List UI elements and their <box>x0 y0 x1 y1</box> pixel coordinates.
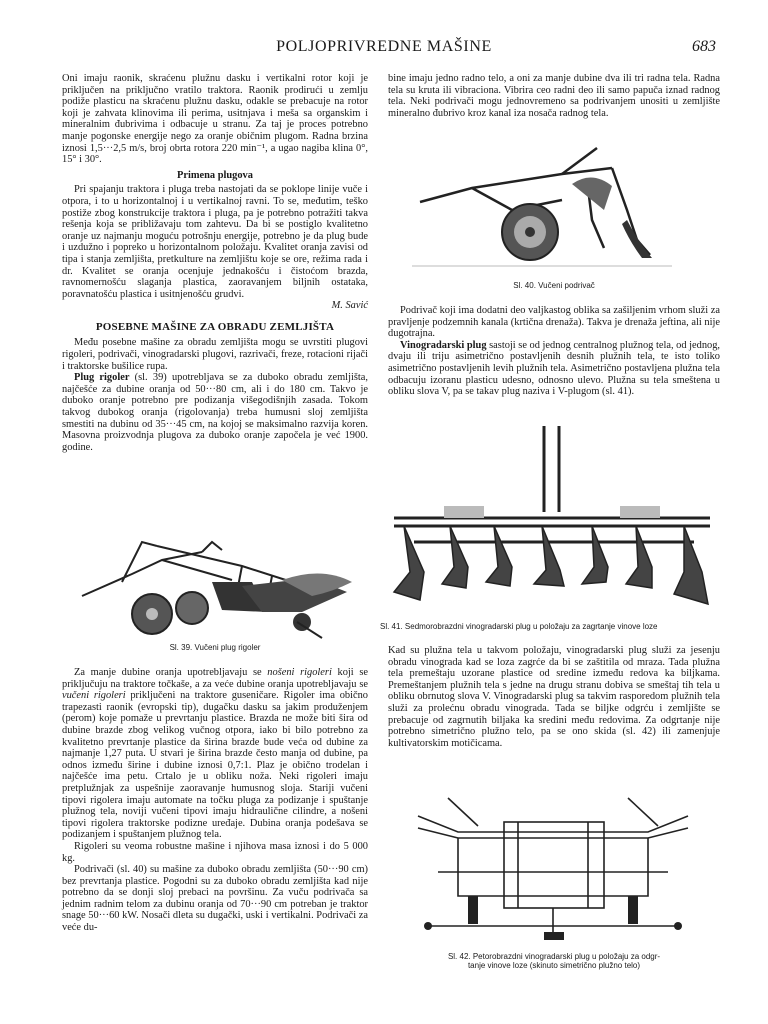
figure-42-petorobrazdni-plug <box>408 786 698 946</box>
text-run: sastoji se od jednog centralnog plužnog tela, od jednog, dvaju ili triju asimetrično postavljenih desnih plužnih tela, te isto toliko asimetrično postavljenih levih plužnih tela. Asimetrično postavljena plužna tela odbacuju izoranu plasticu udesno, odnosno ulevo. Plužna su tela smeštena u obliku slova V, pa se takav plug naziva i V-plugom (sl. 41). <box>388 339 721 398</box>
paragraph: bine imaju jedno radno telo, a oni za manje dubine dva ili tri radna tela. Radna tela su kruta ili vibraciona. Vibrira ceo radni deo ili samo papuča iznad radnog tela. Neki podrivači mogu jednovremeno sa podrivanjem unositi u zemljište mineralno đubrivo kroz kanal iza nosača radnog tela. <box>388 73 720 119</box>
caption-line: tanje vinove loze (skinuto simetrično plužno telo) <box>467 961 641 970</box>
term-bold: Plug rigoler <box>74 372 130 384</box>
right-column-middle <box>388 305 720 398</box>
right-column-bottom <box>388 645 720 749</box>
vineyard-plough-illustration <box>384 422 720 616</box>
paragraph: Podrivači (sl. 40) su mašine za duboko obradu zemljišta (50···90 cm) bez prevrtanja plastice. Pogodni su za duboko obradu zemljišta kad nije potrebno da se donji sloj prebaci na površinu. Za vuču podrivača sa jednim radnim telom za dubinu oranja od 70···90 cm potreban je traktor snage 50···60 kW. Nosači dleta su dugački, uski i vertikalni. Podrivači za veće du- <box>62 864 368 934</box>
paragraph: Podrivač koji ima dodatni deo valjkastog oblika sa zašiljenim vrhom služi za pravljenje podzemnih kanala (krtična drenaža). Takva je drenaža jeftina, ali nije dugotrajna. <box>388 305 720 340</box>
paragraph <box>62 667 368 841</box>
text-run: (sl. 39) upotrebljava se za duboko obradu zemljišta, najčešće za dubine oranja od 50···80 cm, ali i do 180 cm. Takvo je duboko oranje potrebno pre podizanja višegodišnjih zasada. Tokom takvog dubokog oranja (rigolovanja) treba humusni sloj zemljišta smestiti na dubinu od 35···45 cm, na kojoj se maksimalno razvija koren. Masovna proizvodnja plugova za duboko oranje započela je već 1900. godine. <box>62 372 368 453</box>
right-column-top <box>388 73 720 119</box>
caption-line: Sl. 42. Petorobrazdni vinogradarski plug u položaju za odgr- <box>447 952 661 961</box>
left-column-bottom <box>62 667 368 934</box>
figure-40-podrivac <box>412 140 672 268</box>
paragraph: Rigoleri su veoma robustne mašine i njihova masa iznosi i do 5 000 kg. <box>62 840 368 864</box>
figure-42-caption <box>388 952 720 970</box>
text-run: priključeni na traktore guseničare. Rigoler ima obično trapezasti raonik (evropski tip), dugačku dasku sa jakim produženjem (perom) koje pomaže u prevrtanju plastice. Brazda ne može biti šira od dubine brazde zbog velikog vučnog otpora, iako bi bilo potrebno za kvalitetno prevrtanje plastice da širina brazde bude veća od dubine za najmanje 1,27 puta. U stvari je širina brazde često manja od dubine, pa odnos između širine i dubine iznosi 0,7:1. Plaz je obično trodelan i najčešće ima petu. Crtalo je u obliku noža. Neki rigoleri imaju pretplužnjak za uspešnije zaoravanje humusnog sloja. Stariji vučeni tipovi rigolera imaju automate na točku pluga za podizanje i spuštanje plužnog tela, noviji vučeni tipovi imaju hidraulične cilindre, a nošeni tipovi rigolera traktorske podizne uređaje. Dubina oranja podešava se podizanjem i spuštanjem plužnog tela. <box>62 690 368 841</box>
author-signature: M. Savić <box>331 300 368 312</box>
running-header-title: POLJOPRIVREDNE MAŠINE <box>276 38 492 55</box>
paragraph: Oni imaju raonik, skraćenu plužnu dasku i vertikalni rotor koji je priključen na priključno vratilo traktora. Raonik prodirući u zemlju podiže plasticu na skraćenu plužnu dasku, odakle se prebacuje na rotor koji je zahvata klinovima ili perima, usitnjava i meša sa organskim i mineralnim đubrivima i odbacuje u stranu. Za taj je proces potrebno manje pogonske energije nego za oranje običnim plugom. Radna brzina iznosi 1,5···2,5 m/s, broj obrta rotora 220 min⁻¹, a ugao nagiba klina 0°, 15° i 30°. <box>62 73 368 166</box>
left-column-top <box>62 73 368 453</box>
rigoler-illustration <box>62 522 368 640</box>
term-italic: nošeni rigoleri <box>267 667 332 678</box>
paragraph: Pri spajanju traktora i pluga treba nastojati da se poklope linije vuče i otpora, i to u horizontalnoj i u vertikalnoj ravni. To se, međutim, teško postiže zbog konstrukcije traktora i pluga, pa je potrebno potražiti takva rešenja koja se približavaju tom zahtevu. Da bi se postiglo kvalitetno oranje uz najmanju moguću potrošnju energije, potrebno je da plug bude i uzdužno i popreko u horizontalnom položaju. Kvalitet oranja zavisi od tipa i stanja zemljišta, pretkulture na zemljištu koje se ore, režima rada i dr. Kvalitet se oranja ocenjuje jednakošću i čistoćom brazda, ravnomernošću slaganja plastica, zaoravanjem biljnih ostataka, poravnatošću plastica i usitnjenošću grudvi. <box>62 184 368 300</box>
term-italic: vučeni rigoleri <box>62 690 126 702</box>
subsoiler-illustration <box>412 140 672 268</box>
paragraph <box>62 372 368 453</box>
paragraph <box>388 340 720 398</box>
page-number: 683 <box>692 38 716 55</box>
text-run: koji se priključuju na traktore točkaše, a za veće dubine oranja upotrebljavaju se <box>62 667 369 690</box>
paragraph: Kad su plužna tela u takvom položaju, vinogradarski plug služi za jesenju obradu vinograda kad se loza zagrće da bi se zaštitila od mraza. Tada plužna tela premeštaju uzorane plastice od sredine između redova ka biljkama. Premeštanjem plužnih tela s jedne na drugu stranu dobiva se smeštaj tih tela u obliku obrnutog slova V. Vinogradarski plug sa takvim rasporedom plužnih tela služi za prolećnu obradu vinograda. Tada se biljke odgrću i zemljište se prebacuje od zagrnutih biljaka ka sredini među redovima. Za odgrtanje nije potrebno simetrično plužno telo, pa se ono skida (sl. 42) ili zamenjuje kultivatorskim motičicama. <box>388 645 720 749</box>
paragraph: Među posebne mašine za obradu zemljišta mogu se uvrstiti plugovi rigoleri, podrivači, vinogradarski plugovi, razrivači, freze, rotacioni rijači i traktorske bušilice rupa. <box>62 337 368 372</box>
figure-41-vinogradarski-plug <box>384 422 720 616</box>
figure-39-plug-rigoler <box>62 522 368 640</box>
figure-40-caption: Sl. 40. Vučeni podrivač <box>513 281 595 290</box>
term-bold: Vinogradarski plug <box>400 339 487 351</box>
section-heading-posebne: POSEBNE MAŠINE ZA OBRADU ZEMLJIŠTA <box>95 320 335 333</box>
figure-39-caption: Sl. 39. Vučeni plug rigoler <box>169 643 261 652</box>
text-run: Za manje dubine oranja upotrebljavaju se <box>74 667 268 678</box>
section-heading-primena: Primena plugova <box>177 169 253 181</box>
five-furrow-plough-drawing <box>408 786 698 946</box>
figure-41-caption: Sl. 41. Sedmorobrazdni vinogradarski plug u položaju za zagrtanje vinove loze <box>380 622 658 631</box>
